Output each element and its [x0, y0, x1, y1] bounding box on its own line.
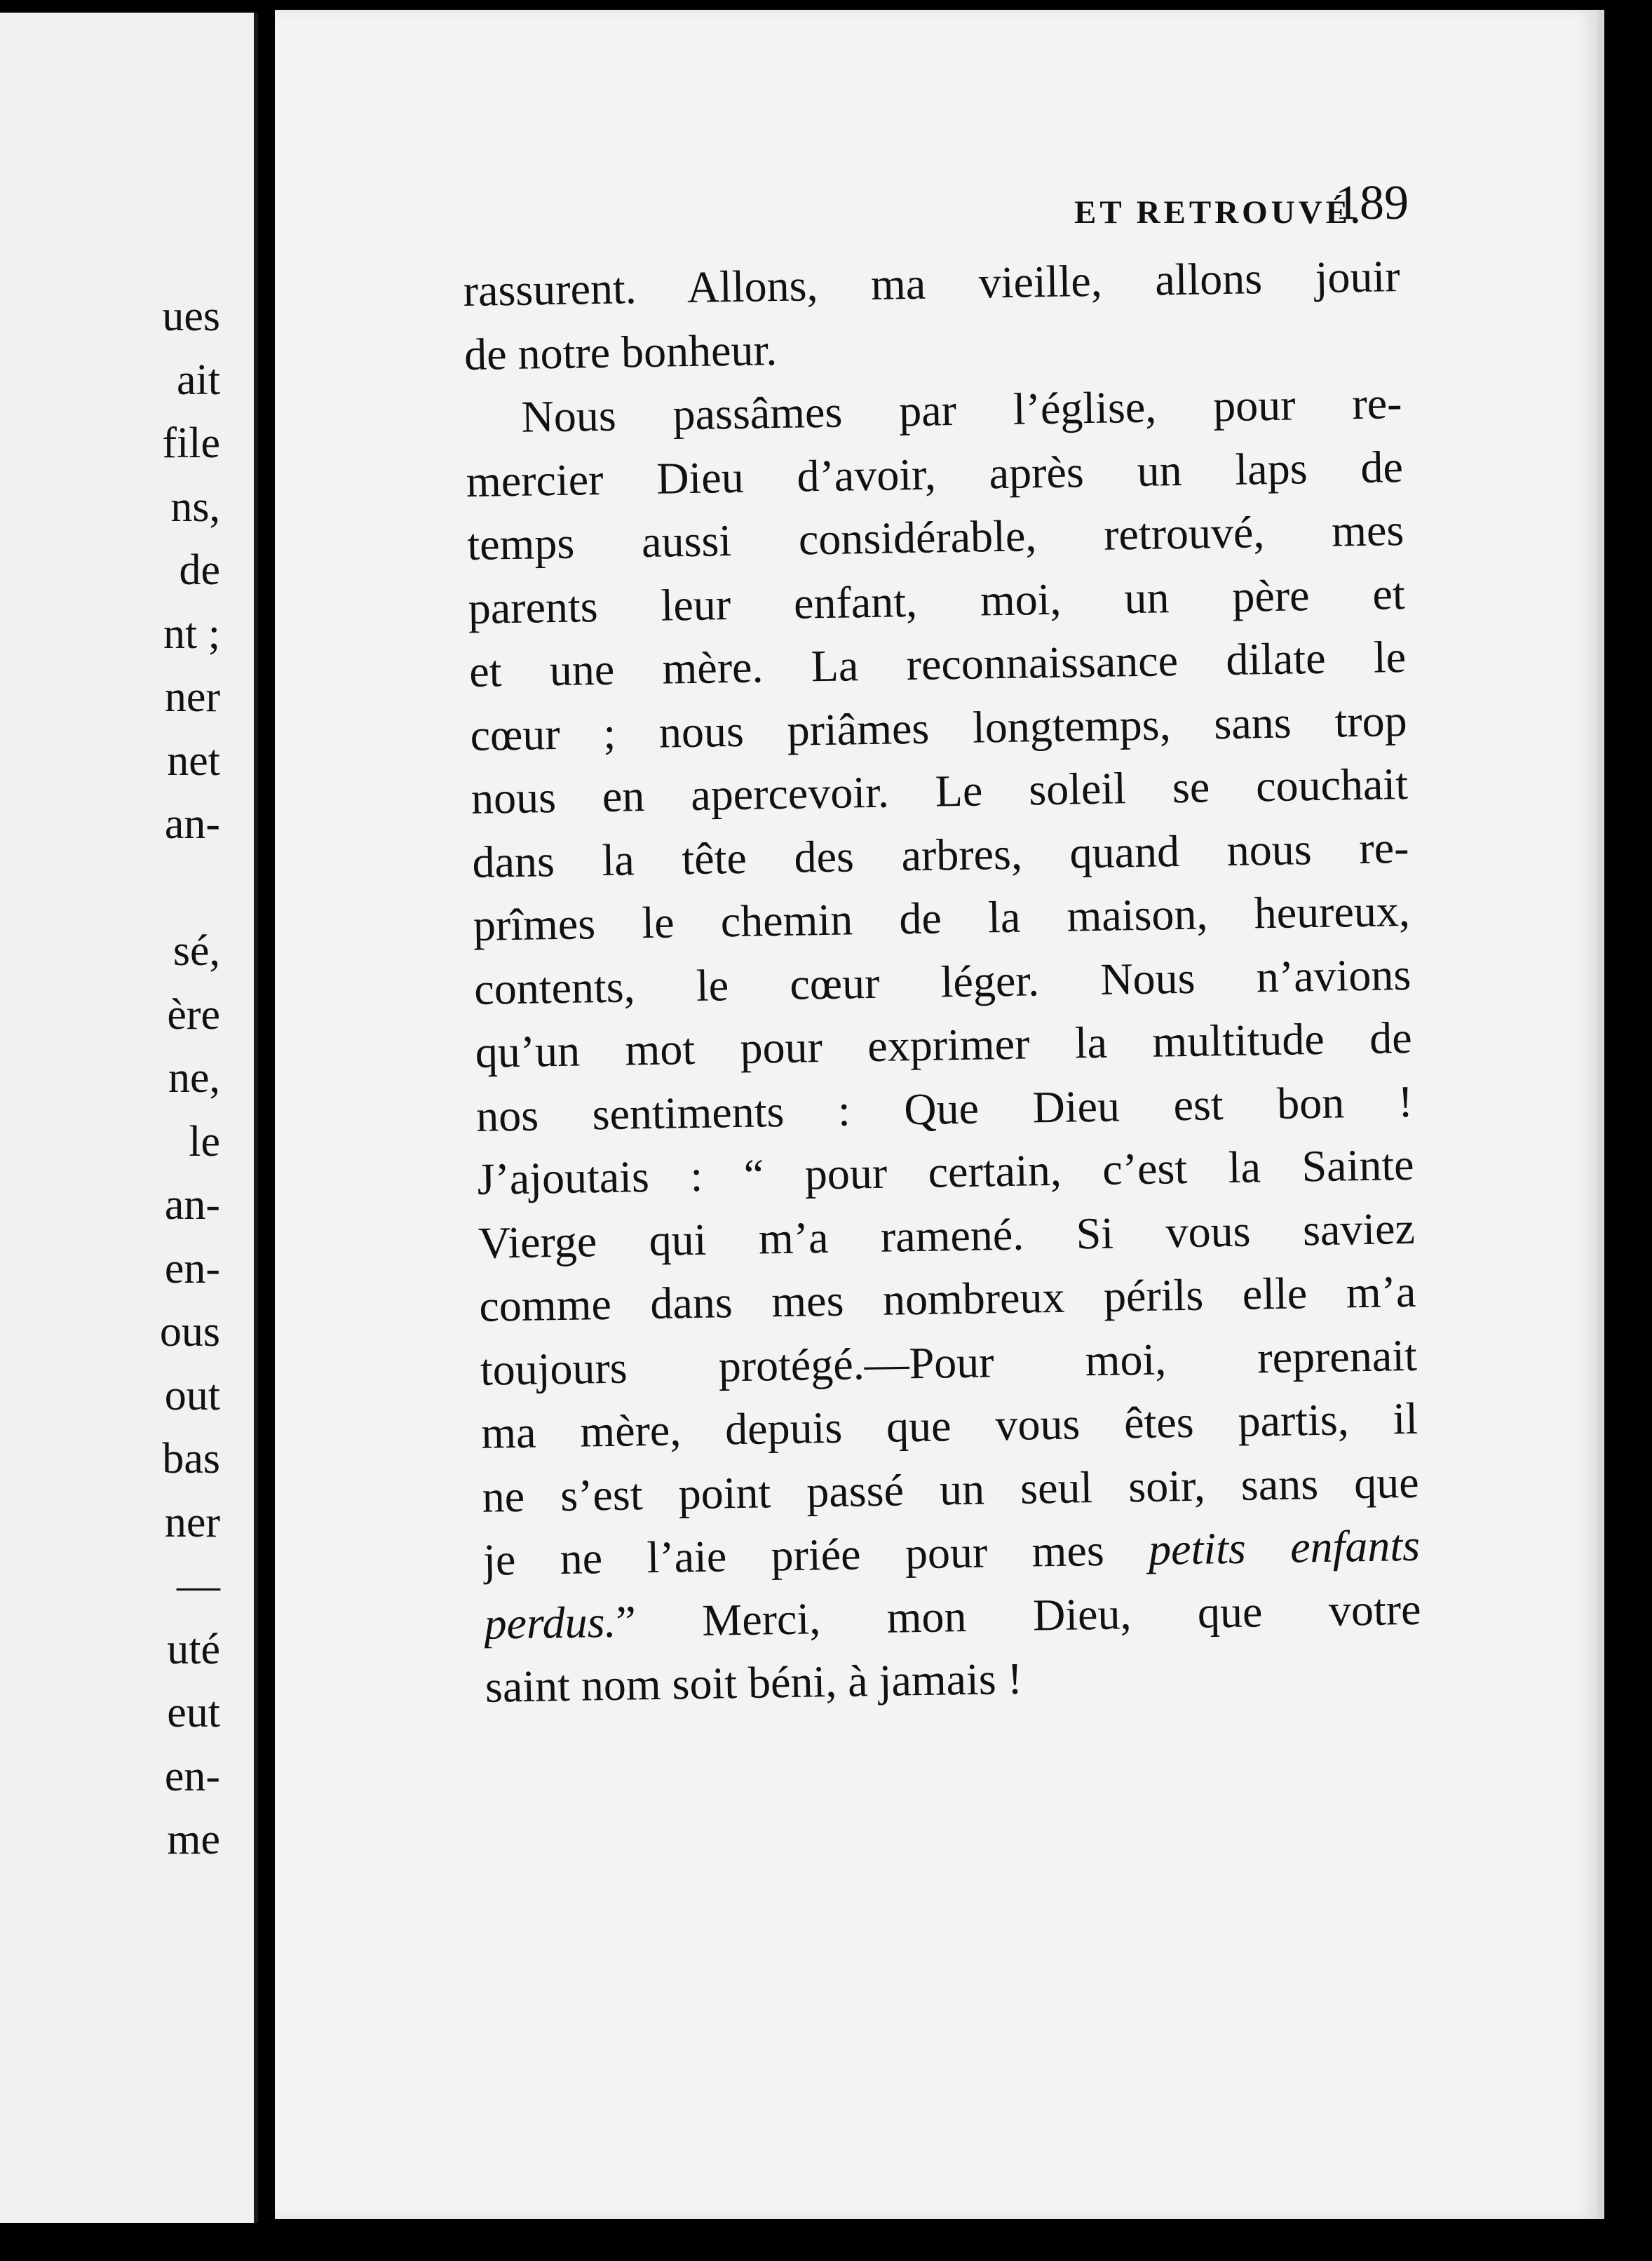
- text-line: contents, le cœur léger. Nous n’avions: [473, 949, 1411, 1014]
- text-line: toujours protégé.—Pour moi, reprenait: [480, 1330, 1418, 1395]
- left-fragment: uté: [167, 1625, 220, 1673]
- left-fragment: ner: [164, 673, 220, 721]
- text-line: J’ajoutais : “ pour certain, c’est la Sainte: [477, 1139, 1414, 1204]
- text-line: et une mère. La reconnaissance dilate le: [468, 631, 1407, 696]
- left-fragment: ne,: [168, 1054, 220, 1102]
- left-fragment: out: [164, 1371, 220, 1419]
- left-fragment: sé,: [172, 927, 220, 975]
- left-fragment: ous: [159, 1308, 220, 1356]
- left-fragment: ère: [167, 990, 220, 1039]
- italic-phrase: perdus.: [483, 1596, 616, 1649]
- text-line: Nous passâmes par l’église, pour re-: [520, 377, 1402, 442]
- body-text: [463, 245, 1423, 1719]
- text-line: dans la tête des arbres, quand nous re-: [471, 822, 1409, 887]
- text-line: nous en apercevoir. Le soleil se couchait: [470, 758, 1409, 823]
- left-fragment: ns,: [170, 482, 220, 531]
- left-page-text-fragments: [10, 285, 220, 1872]
- left-fragment: [10, 856, 220, 920]
- left-fragment: nt ;: [163, 609, 220, 658]
- text-line: ne s’est point passé un seul soir, sans que: [482, 1457, 1420, 1522]
- left-fragment: le: [189, 1117, 220, 1166]
- left-fragment: net: [167, 736, 220, 785]
- left-fragment: de: [179, 546, 220, 594]
- left-fragment: me: [167, 1816, 220, 1863]
- right-page: [275, 10, 1604, 2219]
- left-fragment: ues: [162, 292, 220, 340]
- text-line: qu’un mot pour exprimer la multitude de: [475, 1012, 1413, 1077]
- text-line: cœur ; nous priâmes longtemps, sans trop: [470, 695, 1408, 760]
- text-line: de notre bonheur.: [463, 324, 778, 379]
- left-fragment: file: [162, 419, 220, 467]
- left-fragment: ner: [164, 1498, 220, 1546]
- left-fragment: an-: [164, 800, 220, 848]
- left-fragment: ait: [177, 356, 220, 404]
- text-line: Vierge qui m’a ramené. Si vous saviez: [478, 1203, 1416, 1268]
- left-fragment: en-: [164, 1752, 220, 1800]
- scan-border: [0, 2223, 1652, 2261]
- page-number: 189: [1335, 176, 1409, 230]
- text-line: parents leur enfant, moi, un père et: [468, 568, 1406, 633]
- text-line: mercier Dieu d’avoir, après un laps de: [466, 441, 1404, 506]
- running-head: ET RETROUVÉ.: [1074, 194, 1363, 231]
- left-facing-page: [0, 13, 258, 2233]
- text-line: ma mère, depuis que vous êtes partis, il: [480, 1393, 1419, 1458]
- left-fragment: eut: [167, 1689, 220, 1736]
- text-line: perdus.” Merci, mon Dieu, que votre: [483, 1584, 1421, 1649]
- text-line: rassurent. Allons, ma vieille, allons jouir: [463, 251, 1401, 316]
- text-line: nos sentiments : Que Dieu est bon !: [475, 1076, 1414, 1141]
- left-fragment: an-: [164, 1181, 220, 1229]
- left-fragment: —: [177, 1562, 220, 1609]
- text-line: saint nom soit béni, à jamais !: [485, 1653, 1023, 1712]
- text-line: prîmes le chemin de la maison, heureux,: [473, 885, 1411, 950]
- text-line: je ne l’aie priée pour mes petits enfants: [482, 1520, 1421, 1585]
- italic-phrase: petits enfants: [1148, 1520, 1421, 1574]
- text-line: temps aussi considérable, retrouvé, mes: [466, 504, 1404, 569]
- left-fragment: bas: [162, 1435, 220, 1483]
- left-fragment: en-: [164, 1244, 220, 1293]
- text-line: comme dans mes nombreux périls elle m’a: [478, 1266, 1416, 1331]
